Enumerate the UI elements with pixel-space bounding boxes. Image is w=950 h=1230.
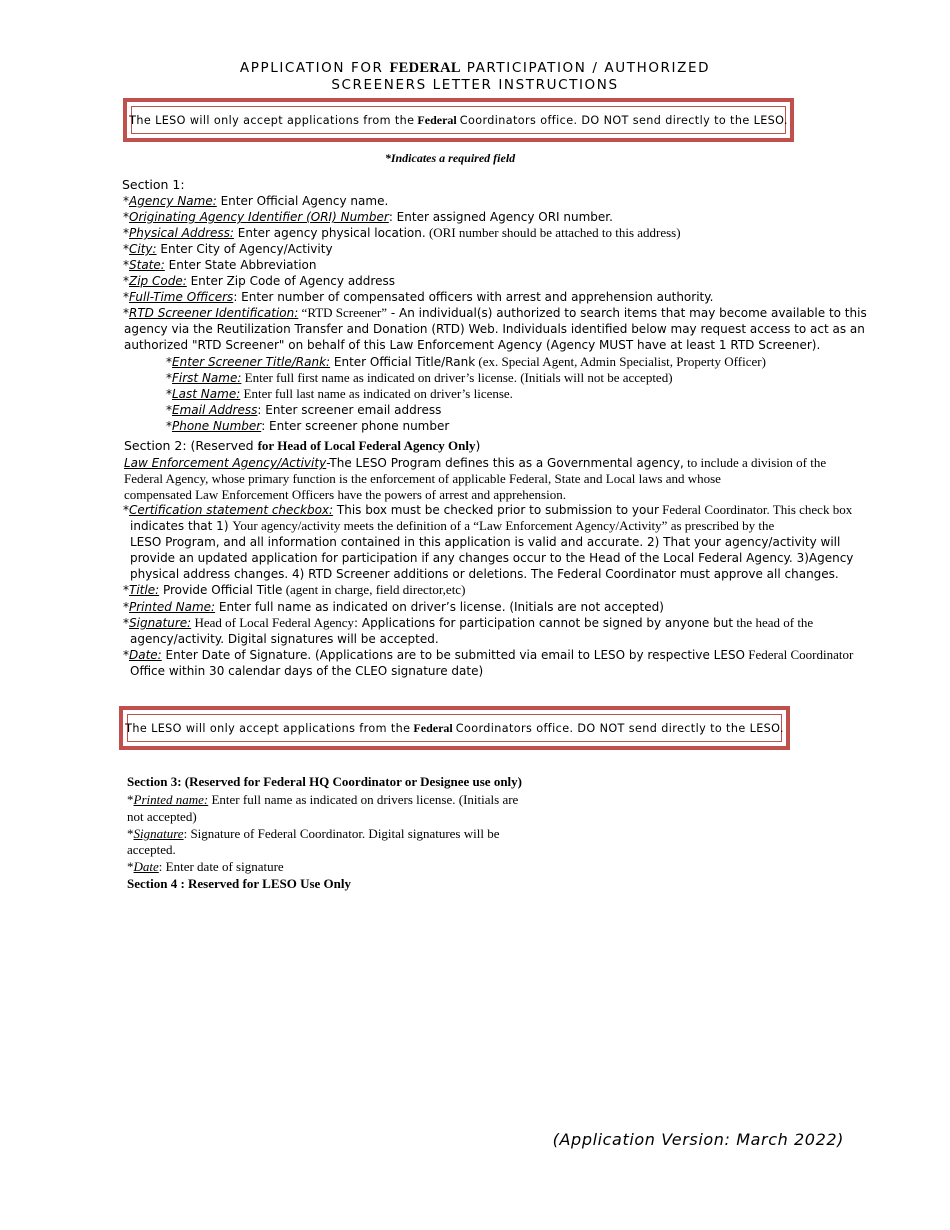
s3-field-date: *Date: Enter date of signature [127, 859, 284, 874]
field-first-name: *First Name: Enter full first name as indicated on driver’s license. (Initials will not be accepted) [166, 370, 673, 385]
cert-line-4: provide an updated application for participation if any changes occur to the Head of the Local Federal Agency. 3)Agency [130, 551, 854, 565]
field-email-address: *Email Address: Enter screener email address [166, 403, 442, 417]
s3-signature-line-2: accepted. [127, 842, 176, 857]
notice-box-bottom [119, 706, 790, 750]
field-zip-code: *Zip Code: Enter Zip Code of Agency address [123, 274, 395, 288]
rtd-description-line-3: authorized "RTD Screener" on behalf of this Law Enforcement Agency (Agency MUST have at least 1 RTD Screener). [124, 338, 821, 352]
field-ori-number: *Originating Agency Identifier (ORI) Number: Enter assigned Agency ORI number. [123, 210, 613, 224]
notice-text-bottom: The LESO will only accept applications from the Federal Coordinators office. DO NOT send directly to the LESO. [127, 714, 782, 742]
signature-line-2: agency/activity. Digital signatures will be accepted. [130, 632, 439, 646]
title-line-1: APPLICATION FOR FEDERAL PARTICIPATION / AUTHORIZED [239, 60, 711, 76]
date-line-2: Office within 30 calendar days of the CLEO signature date) [130, 664, 484, 678]
field-full-time-officers: *Full-Time Officers: Enter number of compensated officers with arrest and apprehension authority. [123, 290, 714, 304]
s3-field-signature: *Signature: Signature of Federal Coordinator. Digital signatures will be [127, 826, 500, 841]
s3-printed-name-line-2: not accepted) [127, 809, 197, 824]
lea-definition-line-2: Federal Agency, whose primary function is the enforcement of applicable Federal, State and Local laws and whose [124, 471, 721, 486]
section2-heading: Section 2: (Reserved for Head of Local Federal Agency Only) [124, 438, 481, 453]
field-city: *City: Enter City of Agency/Activity [123, 242, 333, 256]
lea-definition-line-3: compensated Law Enforcement Officers have the powers of arrest and apprehension. [124, 487, 566, 502]
section3-heading: Section 3: (Reserved for Federal HQ Coordinator or Designee use only) [127, 774, 522, 789]
field-title: *Title: Provide Official Title (agent in charge, field director,etc) [123, 582, 466, 597]
notice-text: The LESO will only accept applications from the Federal Coordinators office. DO NOT send directly to the LESO. [131, 106, 786, 134]
field-last-name: *Last Name: Enter full last name as indicated on driver’s license. [166, 386, 513, 401]
rtd-description-line-2: agency via the Reutilization Transfer and Donation (RTD) Web. Individuals identified below may request access to act as an [124, 322, 865, 336]
title-line-2: SCREENERS LETTER INSTRUCTIONS [331, 77, 619, 93]
section4-heading: Section 4 : Reserved for LESO Use Only [127, 876, 351, 891]
lea-definition: Law Enforcement Agency/Activity-The LESO Program defines this as a Governmental agency, to include a division of the [124, 455, 827, 470]
field-certification-checkbox: *Certification statement checkbox: This box must be checked prior to submission to your Federal Coordinator. This check box [123, 502, 853, 517]
notice-box-top [123, 98, 794, 142]
document-title [0, 60, 950, 94]
field-signature: *Signature: Head of Local Federal Agency: Applications for participation cannot be signed by anyone but the head of the [123, 615, 814, 630]
field-physical-address: *Physical Address: Enter agency physical location. (ORI number should be attached to this address) [123, 225, 681, 240]
field-date: *Date: Enter Date of Signature. (Applications are to be submitted via email to LESO by respective LESO Federal Coordinator [123, 647, 854, 662]
field-state: *State: Enter State Abbreviation [123, 258, 317, 272]
application-version: (Application Version: March 2022) [552, 1130, 844, 1149]
section1-heading: Section 1: [122, 177, 185, 192]
s3-field-printed-name: *Printed name: Enter full name as indicated on drivers license. (Initials are [127, 792, 519, 807]
cert-line-2: indicates that 1) Your agency/activity meets the definition of a “Law Enforcement Agency/Activity” as prescribed by the [130, 518, 775, 533]
field-agency-name: *Agency Name: Enter Official Agency name. [123, 194, 389, 208]
cert-line-3: LESO Program, and all information contained in this application is valid and accurate. 2) That your agency/activity will [130, 535, 841, 549]
required-field-note: *Indicates a required field [384, 151, 516, 165]
field-phone-number: *Phone Number: Enter screener phone number [166, 419, 450, 433]
cert-line-5: physical address changes. 4) RTD Screener additions or deletions. The Federal Coordinator must approve all changes. [130, 567, 839, 581]
field-screener-title: *Enter Screener Title/Rank: Enter Official Title/Rank (ex. Special Agent, Admin Specialist, Property Officer) [166, 354, 766, 369]
field-rtd-screener: *RTD Screener Identification: “RTD Screener” - An individual(s) authorized to search items that may become available to this [123, 305, 867, 320]
field-printed-name: *Printed Name: Enter full name as indicated on driver’s license. (Initials are not accepted) [123, 600, 664, 614]
